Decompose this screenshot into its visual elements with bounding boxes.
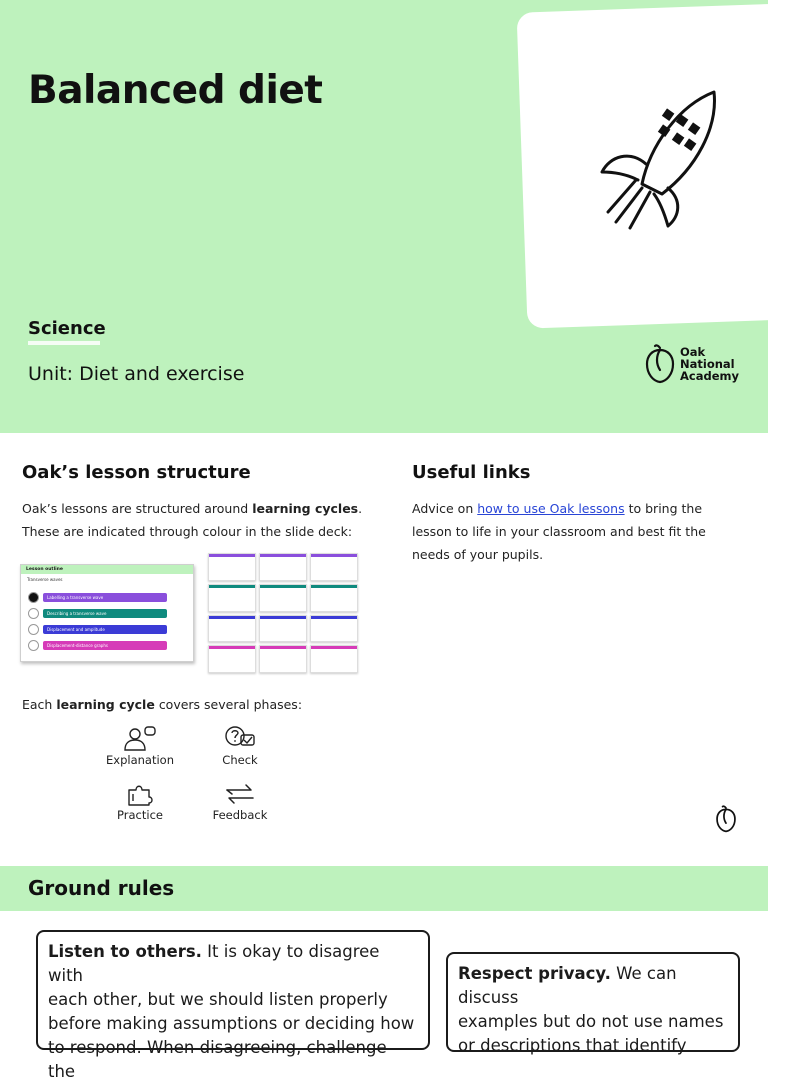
cycle-bar: Displacement-distance graphs <box>43 641 167 650</box>
info-slide <box>0 433 768 866</box>
slide-thumbnail <box>310 645 358 673</box>
explanation-icon <box>123 725 157 751</box>
phase-label: Practice <box>117 808 163 822</box>
rules-heading: Ground rules <box>28 876 175 900</box>
phases-intro-bold: learning cycle <box>56 697 155 712</box>
phase-check <box>195 725 285 767</box>
cycle-bar: Describing a transverse wave <box>43 609 167 618</box>
cycle-dot <box>28 608 39 619</box>
links-heading: Useful links <box>412 462 531 483</box>
slide-thumbnail <box>259 615 307 643</box>
slide-thumbnail <box>208 584 256 612</box>
slide-thumbnail <box>310 553 358 581</box>
links-paragraph <box>412 497 752 566</box>
acorn-icon <box>644 344 676 384</box>
logo-line-national: National <box>680 357 735 371</box>
rule2-line2: examples but do not use names <box>458 1012 724 1031</box>
rocket-icon <box>590 76 740 236</box>
structure-paragraph <box>22 497 382 543</box>
structure-text-3: These are indicated through colour in the slide deck: <box>22 524 353 539</box>
slide-deck-thumbnails <box>208 553 358 673</box>
rules-banner <box>0 866 768 911</box>
phase-practice <box>95 780 185 822</box>
how-to-use-oak-lessons-link[interactable]: how to use Oak lessons <box>477 501 625 516</box>
outline-subheading: Transverse waves <box>27 577 63 582</box>
phase-label: Check <box>222 753 258 767</box>
cycle-bar: Labelling a transverse wave <box>43 593 167 602</box>
slide-thumbnail <box>259 553 307 581</box>
subject-underline <box>28 341 100 345</box>
links-text-4: needs of your pupils. <box>412 547 544 562</box>
structure-text-bold: learning cycles <box>252 501 359 516</box>
lesson-outline-thumbnail <box>20 564 194 662</box>
phase-label: Feedback <box>212 808 268 822</box>
cycle-dot <box>28 624 39 635</box>
cycle-dot <box>28 640 39 651</box>
lesson-title: Balanced diet <box>28 68 323 113</box>
subject-label: Science <box>28 318 106 339</box>
slide-thumbnail <box>259 645 307 673</box>
rule1-line1: It is okay to disagree with <box>48 942 380 985</box>
title-slide <box>0 0 768 433</box>
ground-rules-slide <box>0 866 768 1081</box>
slide-thumbnail <box>208 645 256 673</box>
links-text-2: to bring the <box>628 501 703 516</box>
unit-label: Unit: <box>28 363 74 385</box>
logo-line-academy: Academy <box>680 369 739 383</box>
rule2-bold: Respect privacy. <box>458 964 611 983</box>
oak-logo <box>644 344 739 384</box>
rule1-line4: to respond. When disagreeing, challenge the <box>48 1038 387 1081</box>
feedback-icon <box>223 780 257 806</box>
links-text-3: lesson to life in your classroom and best fit the <box>412 524 706 539</box>
phase-feedback <box>195 780 285 822</box>
structure-heading: Oak’s lesson structure <box>22 462 251 483</box>
acorn-icon <box>715 805 737 833</box>
slide-thumbnail <box>208 553 256 581</box>
rule2-line3: or descriptions that identify <box>458 1036 687 1055</box>
slide-thumbnail <box>259 584 307 612</box>
practice-icon <box>123 780 157 806</box>
unit-name: Diet and exercise <box>79 363 245 385</box>
rule-listen-to-others <box>36 930 430 1081</box>
logo-line-oak: Oak <box>680 345 706 359</box>
slide-thumbnail <box>310 615 358 643</box>
phases-intro <box>22 693 382 716</box>
slide-thumbnail <box>310 584 358 612</box>
check-icon <box>223 725 257 751</box>
cycle-dot <box>28 592 39 603</box>
rule2-line1: We can discuss <box>458 964 677 1007</box>
phases-intro-2: covers several phases: <box>158 697 303 712</box>
phase-explanation <box>95 725 185 767</box>
rule1-bold: Listen to others. <box>48 942 202 961</box>
unit-line <box>28 363 244 385</box>
outline-heading: Lesson outline <box>21 565 193 574</box>
rule-respect-privacy <box>446 952 740 1055</box>
structure-text-1: Oak’s lessons are structured around <box>22 501 249 516</box>
rule1-line3: before making assumptions or deciding how <box>48 1014 415 1033</box>
rule1-line2: each other, but we should listen properly <box>48 990 388 1009</box>
structure-text-2: . <box>358 501 363 516</box>
phase-label: Explanation <box>106 753 174 767</box>
cycle-bar: Displacement and amplitude <box>43 625 167 634</box>
slide-thumbnail <box>208 615 256 643</box>
links-text-1: Advice on <box>412 501 474 516</box>
phases-intro-1: Each <box>22 697 53 712</box>
